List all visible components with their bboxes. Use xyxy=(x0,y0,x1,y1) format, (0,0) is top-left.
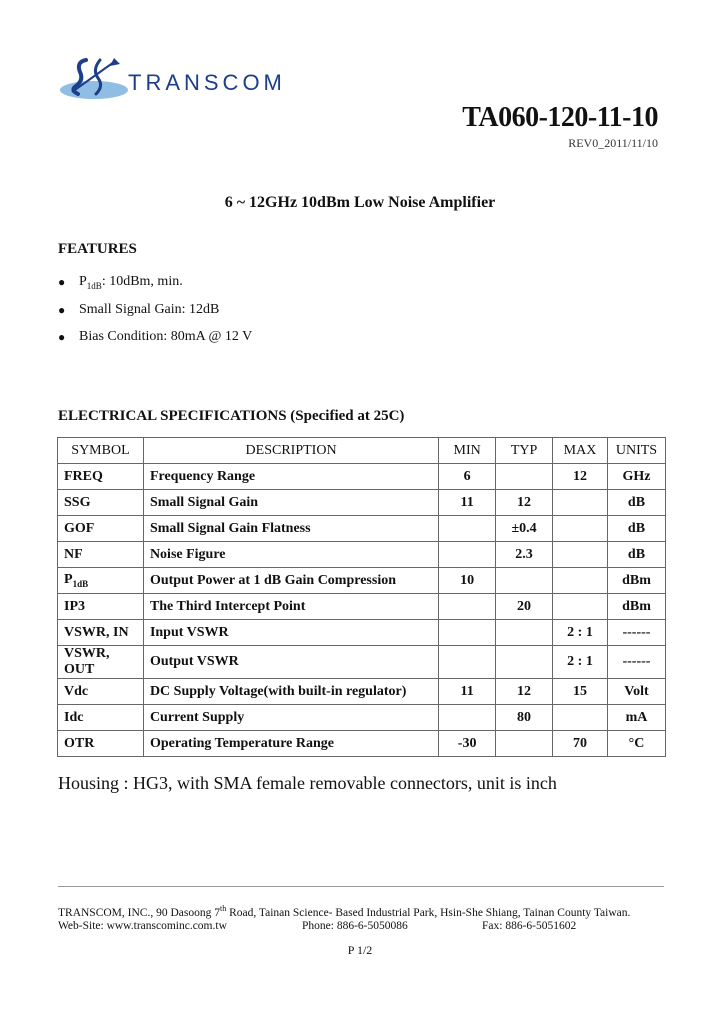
cell-units: mA xyxy=(607,705,665,731)
cell-max: 12 xyxy=(553,464,608,490)
cell-max: 2 : 1 xyxy=(553,620,608,646)
cell-typ: 2.3 xyxy=(496,542,553,568)
cell-max: 2 : 1 xyxy=(553,646,608,679)
column-header: MAX xyxy=(553,438,608,464)
brand-name: TRANSCOM xyxy=(128,70,286,95)
table-row xyxy=(58,731,666,757)
cell-symbol: VSWR, OUT xyxy=(58,646,144,679)
cell-units: Volt xyxy=(607,679,665,705)
cell-description: Small Signal Gain Flatness xyxy=(143,516,438,542)
cell-description: Output VSWR xyxy=(143,646,438,679)
table-header-row xyxy=(58,438,666,464)
cell-min: -30 xyxy=(439,731,496,757)
housing-note: Housing : HG3, with SMA female removable connectors, unit is inch xyxy=(58,773,557,793)
column-header: UNITS xyxy=(607,438,665,464)
cell-min xyxy=(439,516,496,542)
cell-symbol: $P_{1dB}$ xyxy=(58,568,144,594)
cell-typ xyxy=(496,620,553,646)
table-row xyxy=(58,679,666,705)
feature-item: ● Small Signal Gain: 12dB xyxy=(58,300,252,328)
cell-min xyxy=(439,705,496,731)
features-heading: FEATURES xyxy=(58,241,137,257)
footer-fax: Fax: 886-6-5051602 xyxy=(482,920,577,932)
cell-description: Current Supply xyxy=(143,705,438,731)
cell-typ xyxy=(496,731,553,757)
cell-description: The Third Intercept Point xyxy=(143,594,438,620)
cell-min: 6 xyxy=(439,464,496,490)
part-number: TA060-120-11-10 xyxy=(462,102,658,133)
footer-phone: Phone: 886-6-5050086 xyxy=(302,920,408,932)
cell-description: Operating Temperature Range xyxy=(143,731,438,757)
cell-typ: 12 xyxy=(496,490,553,516)
cell-max xyxy=(553,705,608,731)
cell-typ: 80 xyxy=(496,705,553,731)
cell-max: 15 xyxy=(553,679,608,705)
cell-description: Noise Figure xyxy=(143,542,438,568)
cell-units: ------ xyxy=(607,620,665,646)
cell-units: ------ xyxy=(607,646,665,679)
bullet-icon: ● xyxy=(58,275,66,289)
cell-symbol: Vdc xyxy=(58,679,144,705)
company-logo xyxy=(58,52,136,102)
table-row xyxy=(58,594,666,620)
cell-max xyxy=(553,490,608,516)
specifications-table xyxy=(57,437,666,757)
bullet-icon: ● xyxy=(58,330,66,344)
cell-symbol: SSG xyxy=(58,490,144,516)
cell-symbol: FREQ xyxy=(58,464,144,490)
cell-typ: 20 xyxy=(496,594,553,620)
table-row xyxy=(58,705,666,731)
cell-symbol: IP3 xyxy=(58,594,144,620)
revision-label: REV0_2011/11/10 xyxy=(568,136,658,150)
cell-symbol: GOF xyxy=(58,516,144,542)
cell-min xyxy=(439,542,496,568)
cell-symbol: VSWR, IN xyxy=(58,620,144,646)
table-row xyxy=(58,490,666,516)
cell-typ: 12 xyxy=(496,679,553,705)
table-row xyxy=(58,542,666,568)
cell-units: dB xyxy=(607,542,665,568)
table-row xyxy=(58,568,666,594)
cell-units: GHz xyxy=(607,464,665,490)
cell-description: Input VSWR xyxy=(143,620,438,646)
cell-description: DC Supply Voltage(with built-in regulator) xyxy=(143,679,438,705)
cell-typ xyxy=(496,568,553,594)
bullet-icon: ● xyxy=(58,302,66,317)
cell-typ xyxy=(496,646,553,679)
cell-max xyxy=(553,542,608,568)
cell-min: 11 xyxy=(439,679,496,705)
page-number: P 1/2 xyxy=(347,943,373,957)
cell-symbol: OTR xyxy=(58,731,144,757)
cell-min xyxy=(439,594,496,620)
footer-website: Web-Site: www.transcominc.com.tw xyxy=(58,920,227,932)
cell-min: 11 xyxy=(439,490,496,516)
table-row xyxy=(58,620,666,646)
column-header: SYMBOL xyxy=(58,438,144,464)
feature-item: ● Bias Condition: 80mA @ 12 V xyxy=(58,327,252,355)
table-row xyxy=(58,516,666,542)
table-row xyxy=(58,646,666,679)
cell-units: dBm xyxy=(607,568,665,594)
specifications-heading: ELECTRICAL SPECIFICATIONS (Specified at 25C) xyxy=(58,408,405,424)
column-header: TYP xyxy=(496,438,553,464)
table-row xyxy=(58,464,666,490)
footer-address: TRANSCOM, INC., 90 Dasoong 7th Road, Tainan Science- Based Industrial Park, Hsin-She Shiang, Tainan County Taiwan. xyxy=(58,904,631,919)
cell-min xyxy=(439,646,496,679)
cell-max: 70 xyxy=(553,731,608,757)
column-header: DESCRIPTION xyxy=(143,438,438,464)
cell-symbol: NF xyxy=(58,542,144,568)
cell-units: °C xyxy=(607,731,665,757)
column-header: MIN xyxy=(439,438,496,464)
feature-item: ● $P_{1dB}$: 10dBm, min. xyxy=(58,274,183,291)
cell-description: Frequency Range xyxy=(143,464,438,490)
cell-units: dB xyxy=(607,490,665,516)
features-list xyxy=(58,272,252,355)
cell-min: 10 xyxy=(439,568,496,594)
cell-units: dB xyxy=(607,516,665,542)
cell-units: dBm xyxy=(607,594,665,620)
cell-description: Small Signal Gain xyxy=(143,490,438,516)
footer-divider xyxy=(58,886,664,887)
cell-typ: ±0.4 xyxy=(496,516,553,542)
cell-symbol: Idc xyxy=(58,705,144,731)
cell-description: Output Power at 1 dB Gain Compression xyxy=(143,568,438,594)
cell-typ xyxy=(496,464,553,490)
document-title: 6 ~ 12GHz 10dBm Low Noise Amplifier xyxy=(224,194,496,211)
cell-max xyxy=(553,516,608,542)
cell-min xyxy=(439,620,496,646)
cell-max xyxy=(553,594,608,620)
cell-max xyxy=(553,568,608,594)
